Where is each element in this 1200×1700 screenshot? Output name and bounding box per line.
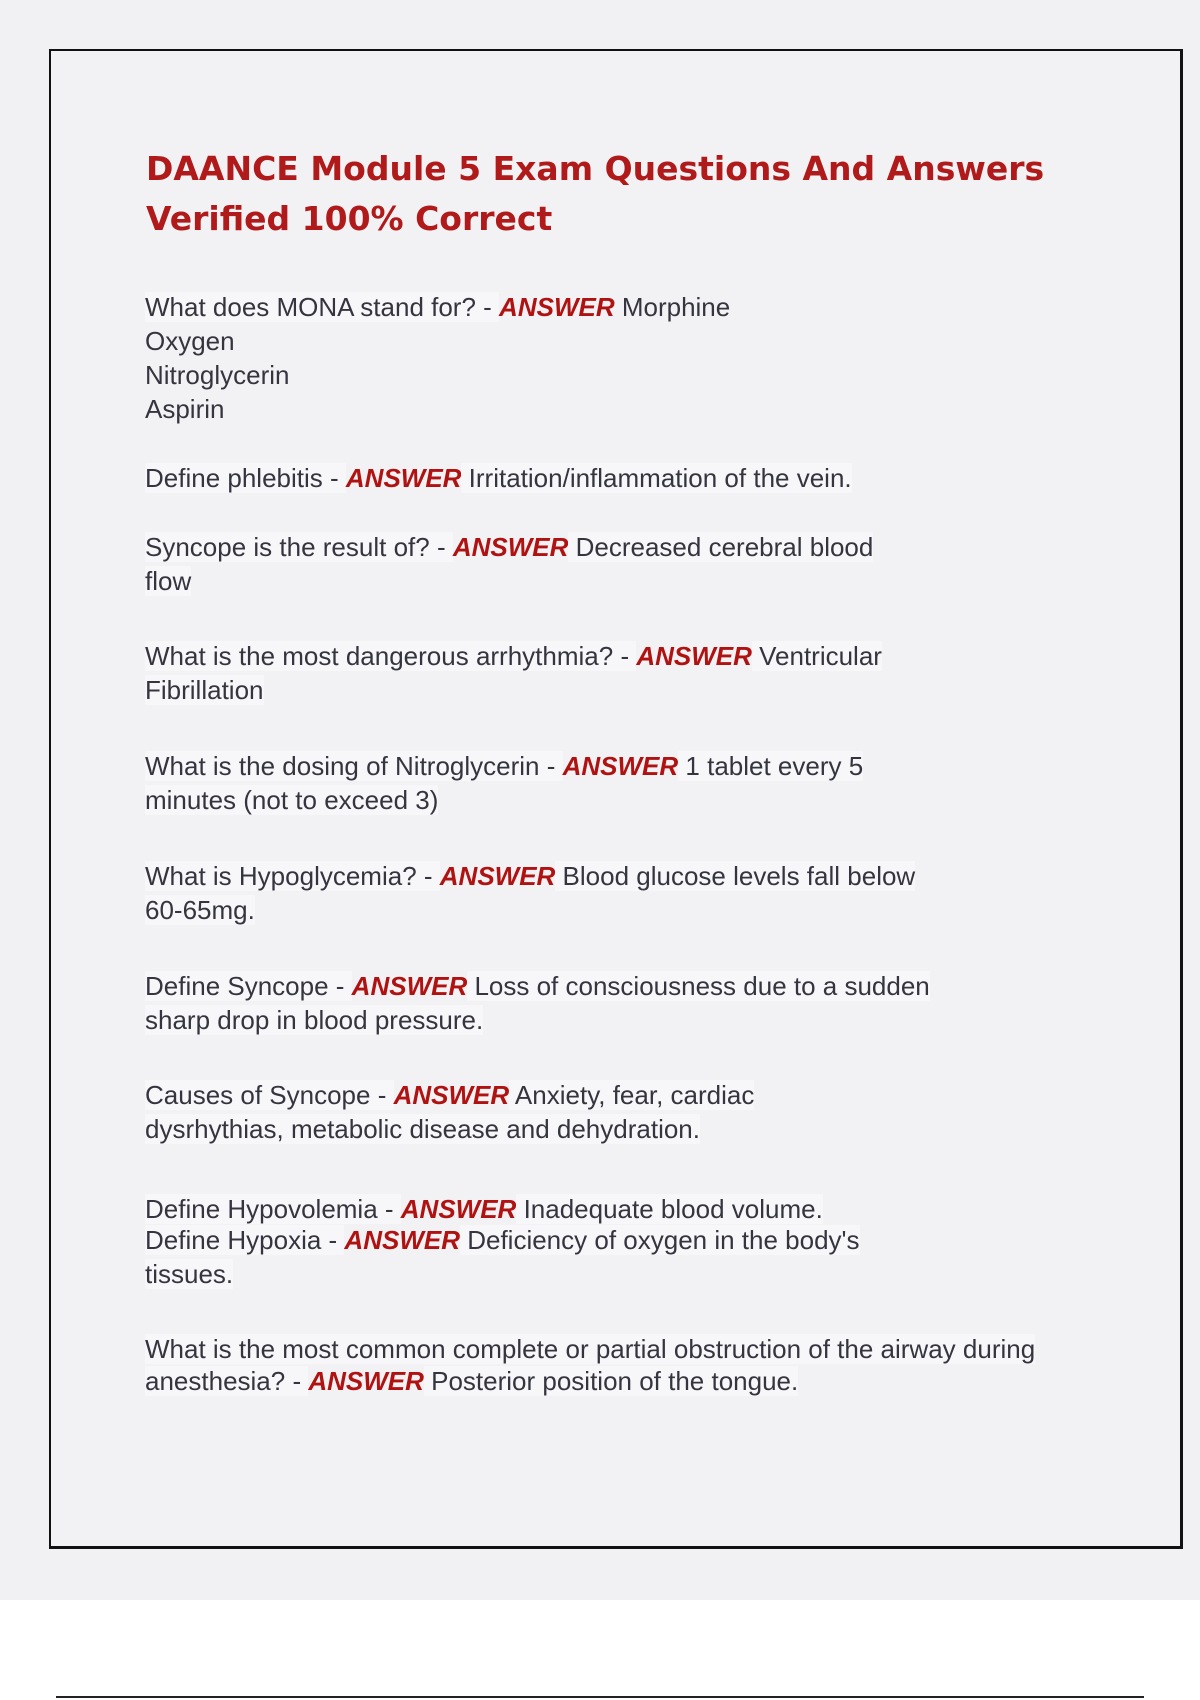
qa-item-syncope-result: [145, 530, 925, 598]
answer-label: ANSWER: [351, 971, 468, 1001]
question-text: What is the most dangerous arrhythmia? -: [145, 641, 637, 671]
answer-text: Ventricular Fibrillation: [145, 641, 882, 705]
qa-item-causes-syncope: [145, 1078, 865, 1146]
answer-label: ANSWER: [499, 292, 615, 322]
question-text: Syncope is the result of? -: [145, 532, 453, 562]
answer-text: Morphine Oxygen Nitroglycerin Aspirin: [145, 292, 731, 424]
qa-item-hypovolemia: [145, 1192, 1065, 1226]
footer-divider: [56, 1696, 1144, 1698]
answer-text: Inadequate blood volume.: [516, 1194, 823, 1224]
answer-label: ANSWER: [439, 861, 556, 891]
answer-text: Anxiety, fear, cardiac dysrhythias, metabolic disease and dehydration.: [145, 1080, 755, 1144]
qa-item-nitroglycerin-dosing: [145, 749, 945, 817]
answer-text: Decreased cerebral blood flow: [145, 532, 874, 596]
answer-label: ANSWER: [393, 1080, 510, 1110]
qa-item-hypoglycemia: [145, 859, 945, 927]
answer-text: 1 tablet every 5 minutes (not to exceed 3): [145, 751, 864, 815]
question-text: Define Hypoxia -: [145, 1225, 345, 1255]
answer-text: Loss of consciousness due to a sudden sharp drop in blood pressure.: [145, 971, 930, 1035]
answer-label: ANSWER: [452, 532, 569, 562]
question-text: What is the most common complete or partial obstruction of the airway during anesthesia? -: [145, 1334, 1036, 1396]
question-text: What does MONA stand for? -: [145, 292, 500, 322]
question-text: Causes of Syncope -: [145, 1080, 394, 1110]
qa-item-define-syncope: [145, 969, 945, 1037]
question-text: Define phlebitis -: [145, 463, 346, 493]
question-text: What is the dosing of Nitroglycerin -: [145, 751, 563, 781]
qa-item-airway-obstruction: [145, 1333, 1065, 1397]
answer-label: ANSWER: [562, 751, 679, 781]
question-text: What is Hypoglycemia? -: [145, 861, 440, 891]
qa-item-hypoxia: [145, 1223, 945, 1291]
question-text: Define Syncope -: [145, 971, 352, 1001]
answer-label: ANSWER: [345, 463, 462, 493]
question-text: Define Hypovolemia -: [145, 1194, 401, 1224]
answer-text: Irritation/inflammation of the vein.: [461, 463, 852, 493]
answer-label: ANSWER: [308, 1366, 424, 1396]
answer-text: Posterior position of the tongue.: [423, 1366, 799, 1396]
answer-text: Blood glucose levels fall below 60-65mg.: [145, 861, 916, 925]
answer-text: Deficiency of oxygen in the body's tissues.: [145, 1225, 860, 1289]
qa-item-mona: [145, 290, 1065, 426]
document-title: DAANCE Module 5 Exam Questions And Answers Verified 100% Correct: [146, 149, 1045, 238]
answer-label: ANSWER: [636, 641, 752, 671]
answer-label: ANSWER: [344, 1225, 460, 1255]
qa-item-arrhythmia: [145, 639, 985, 707]
answer-label: ANSWER: [400, 1194, 517, 1224]
qa-item-phlebitis: [145, 461, 1065, 495]
